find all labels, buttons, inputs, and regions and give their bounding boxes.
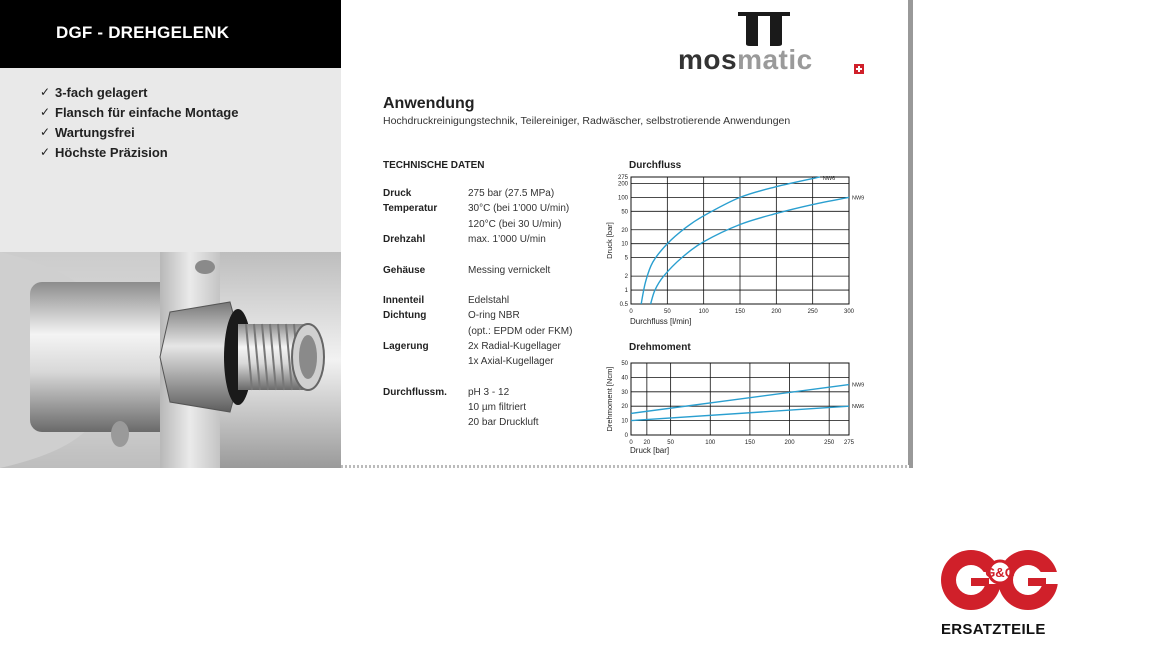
spec-value: pH 3 - 12 [468, 387, 510, 398]
technical-data-heading: TECHNISCHE DATEN [383, 160, 485, 171]
x-tick-label: 250 [824, 440, 835, 446]
spec-value: 20 bar Druckluft [468, 417, 539, 428]
y-tick-label: 50 [621, 209, 628, 216]
y-axis-label: Drehmoment [Ncm] [605, 366, 614, 432]
spec-label: Temperatur [383, 203, 438, 214]
x-tick-label: 20 [643, 440, 651, 446]
spec-label: Drehzahl [383, 234, 426, 245]
series-label: NW9 [852, 195, 865, 202]
flow-chart-title: Durchfluss [629, 160, 682, 171]
x-tick-label: 275 [843, 440, 855, 446]
spec-value: 10 µm filtriert [468, 402, 526, 413]
spec-label: Gehäuse [383, 265, 426, 276]
spec-value: 275 bar (27.5 MPa) [468, 188, 555, 199]
y-tick-label: 2 [624, 274, 628, 281]
feature-item: ✓ Höchste Präzision [40, 144, 168, 160]
y-tick-label: 20 [621, 227, 628, 234]
series-label: NW6 [822, 176, 836, 182]
x-tick-label: 200 [771, 309, 782, 315]
spec-label: Dichtung [383, 310, 427, 321]
gg-logo-text: G&G [985, 565, 1015, 580]
checkmark-icon: ✓ [40, 85, 51, 99]
spec-value: 120°C (bei 30 U/min) [468, 219, 562, 230]
spec-label: Druck [383, 188, 412, 199]
y-tick-label: 50 [621, 361, 628, 367]
mosmatic-wordmark: mosmatic [678, 44, 813, 75]
gg-caption: ERSATZTEILE [941, 621, 1046, 638]
x-tick-label: 150 [734, 309, 746, 315]
x-tick-label: 50 [663, 309, 671, 315]
x-tick-label: 50 [667, 440, 674, 446]
x-tick-label: 100 [705, 440, 716, 446]
product-photo [0, 252, 341, 468]
series-line-nw9 [631, 385, 849, 414]
y-tick-label: 20 [621, 404, 628, 411]
feature-item: ✓ 3-fach gelagert [40, 84, 148, 100]
torque-chart [600, 355, 890, 459]
spec-value: max. 1’000 U/min [468, 234, 546, 245]
y-tick-label: 100 [617, 195, 628, 202]
y-tick-label: 30 [621, 389, 628, 396]
spec-value: 30°C (bei 1’000 U/min) [468, 203, 570, 214]
mosmatic-logo [676, 10, 866, 76]
series-line-nw6 [641, 177, 820, 304]
y-tick-label: 10 [621, 241, 628, 248]
spec-value: Messing vernickelt [468, 265, 551, 276]
series-line-nw9 [651, 197, 849, 304]
spec-value: Edelstahl [468, 295, 510, 306]
y-tick-label: 5 [624, 255, 628, 262]
product-title: DGF - DREHGELENK [56, 23, 230, 42]
spec-label: Innenteil [383, 295, 425, 306]
x-tick-label: 200 [784, 440, 795, 446]
swiss-cross-icon [854, 64, 864, 74]
y-axis-label: Druck [bar] [605, 222, 614, 259]
series-label: NW9 [852, 382, 865, 389]
y-tick-label: 10 [621, 418, 628, 425]
flow-chart [600, 168, 890, 333]
spec-value: 1x Axial-Kugellager [468, 356, 554, 367]
spec-label: Durchflussm. [383, 387, 447, 398]
y-tick-label: 0 [624, 433, 628, 439]
x-tick-label: 0 [629, 309, 633, 315]
feature-item: ✓ Flansch für einfache Montage [40, 104, 239, 120]
x-tick-label: 300 [843, 309, 855, 315]
title-bar [0, 0, 341, 68]
spec-label: Lagerung [383, 341, 429, 352]
page-bottom-edge [341, 465, 909, 468]
y-tick-label: 0.5 [619, 302, 628, 308]
y-tick-label: 200 [617, 181, 628, 188]
application-heading: Anwendung [383, 95, 475, 112]
feature-list [40, 82, 238, 162]
checkmark-icon: ✓ [40, 125, 51, 139]
y-tick-label: 275 [617, 175, 628, 181]
x-tick-label: 0 [629, 440, 633, 446]
x-axis-label: Durchfluss [l/min] [630, 317, 692, 326]
application-text: Hochdruckreinigungstechnik, Teilereiniger, Radwäscher, selbstrotierende Anwendungen [383, 115, 791, 127]
x-tick-label: 150 [744, 440, 755, 446]
x-tick-label: 250 [807, 309, 818, 315]
series-label: NW6 [852, 404, 865, 411]
x-axis-label: Druck [bar] [630, 446, 670, 455]
checkmark-icon: ✓ [40, 105, 51, 119]
y-tick-label: 1 [624, 288, 628, 295]
feature-item: ✓ Wartungsfrei [40, 124, 135, 140]
spec-value: O-ring NBR [468, 310, 520, 321]
page-edge [908, 0, 913, 468]
spec-value: (opt.: EPDM oder FKM) [468, 326, 573, 337]
torque-chart-title: Drehmoment [629, 342, 691, 353]
x-tick-label: 100 [698, 309, 709, 315]
series-line-nw6 [631, 406, 849, 420]
y-tick-label: 40 [621, 375, 628, 382]
spec-value: 2x Radial-Kugellager [468, 341, 561, 352]
checkmark-icon: ✓ [40, 145, 51, 159]
